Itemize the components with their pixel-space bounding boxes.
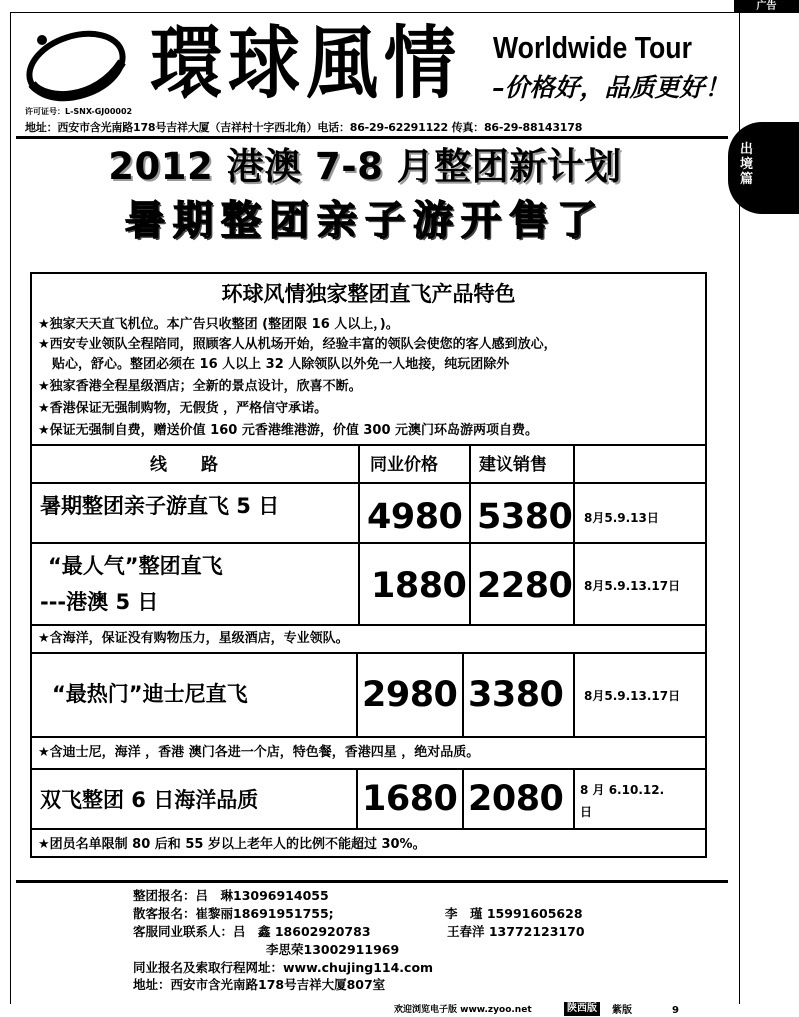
route-name: 暑期整团亲子游直飞 5 日	[40, 494, 280, 518]
license-number: 许可证号：L-SNX-GJ00002	[25, 107, 133, 116]
column-header-peer-price: 同业价格	[370, 455, 438, 475]
route-name: 双飞整团 6 日海洋品质	[40, 788, 259, 812]
feature-item: ★独家香港全程星级酒店；全新的景点设计，欣喜不断。	[38, 379, 362, 394]
service-contact-3: 李思荣13002911969	[266, 942, 400, 957]
departure-dates: 8月5.9.13日	[584, 511, 659, 525]
office-address: 地址：西安市含光南路178号吉祥大厦807室	[133, 977, 386, 992]
table-rule	[32, 482, 705, 484]
retail-price: 2080	[468, 779, 564, 819]
brand-name-chinese: 環球風情	[150, 15, 463, 110]
table-column-rule	[573, 652, 575, 736]
route-name: “最人气”整团直飞	[48, 554, 223, 578]
row-note: ★含迪士尼，海洋 ，香港 澳门各进一个店，特色餐，香港四星 ，绝对品质。	[38, 745, 480, 760]
table-rule	[32, 542, 705, 544]
peer-price: 2980	[362, 675, 458, 715]
retail-price: 5380	[477, 497, 573, 537]
edition-label: 紫版	[612, 1005, 632, 1016]
table-column-rule	[358, 444, 360, 624]
individual-signup-contact: 散客报名：崔黎丽18691951755;	[133, 906, 334, 921]
province-edition-badge: 陕西版	[564, 1002, 600, 1016]
retail-price: 3380	[468, 675, 564, 715]
table-column-rule	[573, 444, 575, 624]
peer-price: 4980	[367, 497, 463, 537]
header-address: 地址：西安市含光南路178号吉祥大厦（吉祥村十字西北角）电话：86-29-62291122 传真：86-29-88143178	[25, 121, 583, 134]
column-header-retail-price: 建议销售	[479, 455, 547, 475]
website-contact[interactable]: 同业报名及索取行程网址：www.chujing114.com	[133, 960, 434, 975]
feature-item: 贴心，舒心。整团必须在 16 人以上 32 人除领队以外免一人地接，纯玩团除外	[52, 357, 510, 372]
departure-dates: 8 月 6.10.12.	[580, 783, 665, 797]
table-column-rule	[573, 768, 575, 828]
service-contact-2: 王春洋 13772123170	[447, 924, 585, 939]
peer-price: 1880	[371, 566, 467, 606]
table-rule	[32, 768, 705, 770]
subheadline: 暑期整团亲子游开售了	[125, 197, 605, 244]
headline: 2012 港澳 7-8 月整团新计划	[108, 145, 622, 188]
service-contact: 客服同业联系人：吕 鑫 18602920783	[133, 924, 371, 939]
row-note: ★团员名单限制 80 后和 55 岁以上老年人的比例不能超过 30%。	[38, 837, 426, 852]
row-note: ★含海洋，保证没有购物压力，星级酒店，专业领队。	[38, 631, 349, 646]
table-rule	[32, 828, 705, 830]
peer-price: 1680	[362, 779, 458, 819]
departure-dates: 8月5.9.13.17日	[584, 689, 681, 703]
retail-price: 2280	[477, 566, 573, 606]
page-number: 9	[672, 1005, 679, 1016]
table-rule	[32, 736, 705, 738]
section-tab	[728, 122, 799, 214]
feature-item: ★西安专业领队全程陪同，照顾客人从机场开始，经验丰富的领队会使您的客人感到放心，	[38, 337, 557, 352]
feature-item: ★香港保证无强制购物，无假货 ，严格信守承诺。	[38, 401, 328, 416]
column-header-route: 线 路	[150, 455, 218, 475]
feature-item: ★保证无强制自费，赠送价值 160 元香港维港游，价值 300 元澳门环岛游两项自费。	[38, 423, 539, 438]
table-rule	[32, 624, 705, 626]
section-tab-label: 出境篇	[740, 142, 754, 187]
route-name-line2: ---港澳 5 日	[40, 590, 159, 614]
table-column-rule	[356, 768, 358, 828]
product-box	[30, 272, 707, 858]
feature-item: ★独家天天直飞机位。本广告只收整团 (整团限 16 人以上，)。	[38, 317, 399, 332]
header-divider	[16, 136, 728, 139]
group-signup-contact: 整团报名：吕 琳13096914055	[133, 888, 329, 903]
features-title: 环球风情独家整团直飞产品特色	[221, 282, 516, 306]
departure-dates: 8月5.9.13.17日	[584, 579, 681, 593]
slogan: –价格好，品质更好！	[492, 73, 730, 102]
table-column-rule	[469, 444, 471, 624]
individual-signup-contact-2: 李 瑾 15991605628	[445, 906, 583, 921]
ad-tag: 广告	[734, 0, 799, 13]
route-name: “最热门”迪士尼直飞	[52, 682, 248, 706]
browse-link[interactable]: 欢迎浏览电子版 www.zyoo.net	[394, 1005, 532, 1015]
globe-logo-icon	[26, 22, 130, 104]
table-rule	[32, 652, 705, 654]
brand-name-english: Worldwide Tour	[493, 30, 692, 65]
departure-dates-line2: 日	[580, 805, 593, 819]
table-column-rule	[356, 652, 358, 736]
table-column-rule	[462, 652, 464, 736]
table-rule	[32, 444, 705, 446]
footer-divider	[16, 880, 728, 883]
table-column-rule	[462, 768, 464, 828]
